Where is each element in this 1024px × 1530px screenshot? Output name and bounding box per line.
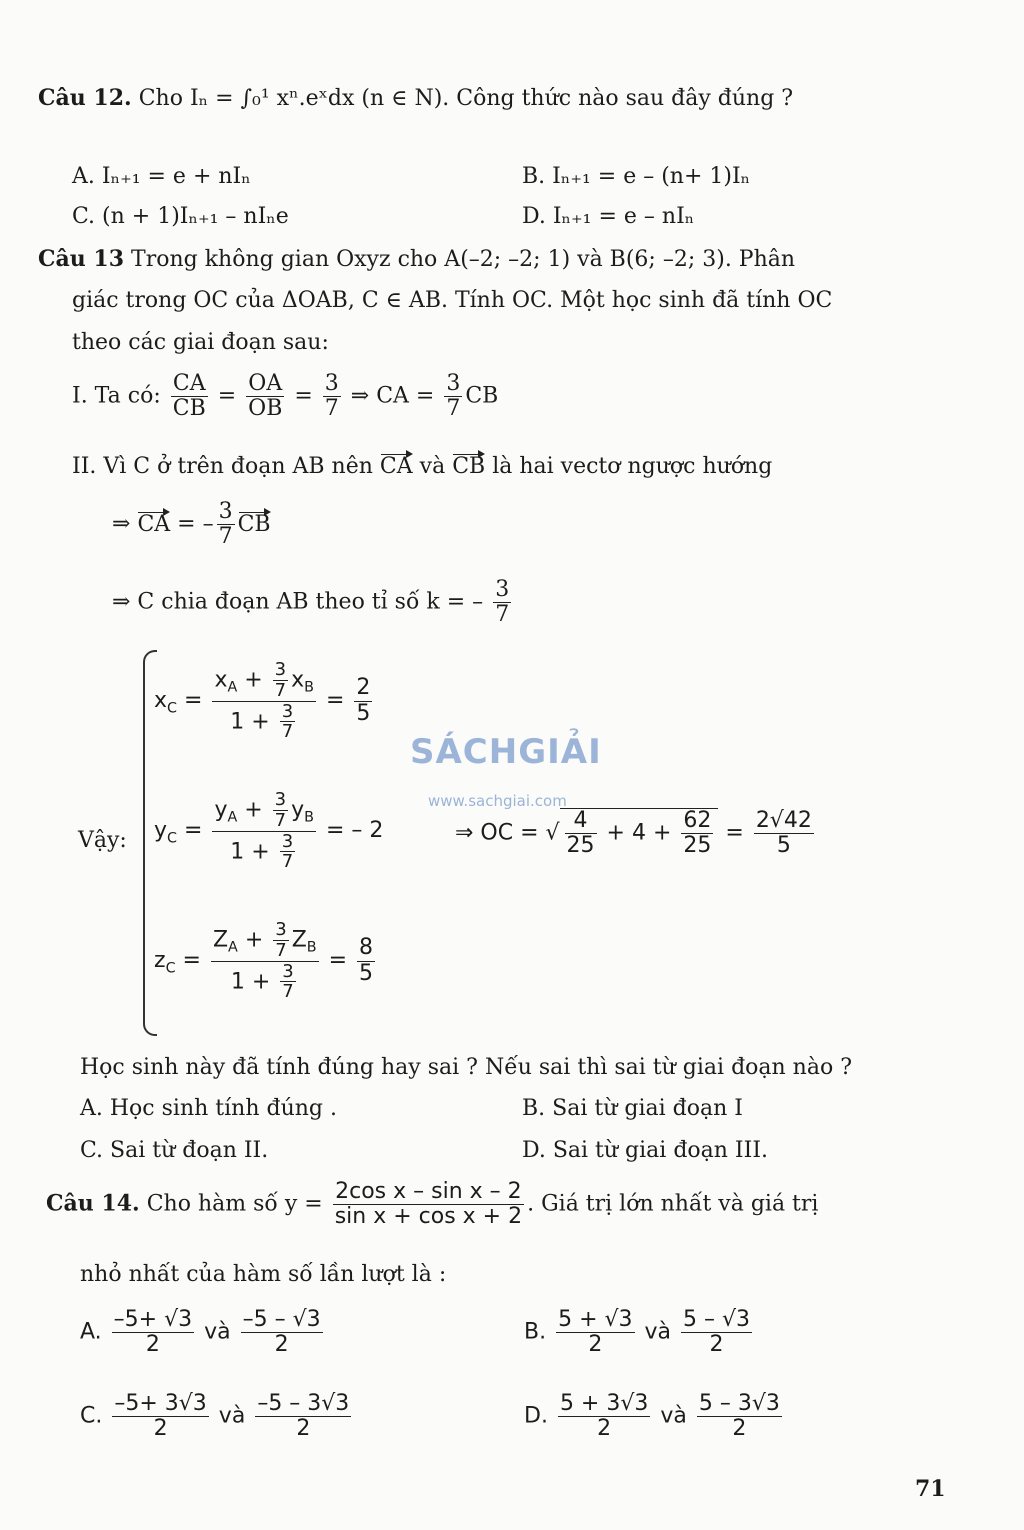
frac-ca-cb: $\frac{CA}{CB}$ xyxy=(172,371,206,422)
q13-label: Câu 13 xyxy=(38,246,125,272)
yc-equation: $y_C$ = $y_A$ + $\frac{3}{7}$ $y_B$ 1 + $\frac{3}{7}$ = – 2 xyxy=(154,789,384,873)
frac-3-7b: $\frac{3}{7}$ xyxy=(446,371,461,422)
q13-line2: giác trong OC của ΔOAB, C ∈ AB. Tính OC. Một học sinh đã tính OC xyxy=(72,288,833,313)
step2-end: là hai vectơ ngược hướng xyxy=(492,454,773,479)
q12-integral: Iₙ = ∫₀¹ xⁿ.eˣdx (n ∈ N) xyxy=(189,86,443,111)
oc-equation: ⇒ OC = √ $\frac{4}{25}$ + 4 + $\frac{62}{25}$ = $\frac{2√42}{5}$ xyxy=(455,808,812,859)
q12-option-d: D. Iₙ₊₁ = e – nIₙ xyxy=(522,204,695,229)
frac-3-7: $\frac{3}{7}$ xyxy=(324,371,339,422)
q14-text2: . Giá trị lớn nhất và giá trị xyxy=(527,1191,819,1217)
q14-option-c: C. $\frac{-5+ 3√3}{2}$ và $\frac{-5 - 3√3}{2}$ xyxy=(80,1391,350,1442)
q13-question: Học sinh này đã tính đúng hay sai ? Nếu sai thì sai từ giai đoạn nào ? xyxy=(80,1055,852,1080)
q13-option-a: A. Học sinh tính đúng . xyxy=(80,1096,337,1121)
q14-option-a: A. $\frac{-5+ √3}{2}$ và $\frac{-5 - √3}{2}$ xyxy=(80,1307,321,1358)
xc-equation: $x_C$ = $x_A$ + $\frac{3}{7}$ $x_B$ 1 + $\frac{3}{7}$ = $\frac{2}{5}$ xyxy=(154,659,371,743)
q13-step2b: ⇒ C chia đoạn AB theo tỉ số k = – $\frac{3}{7}$ xyxy=(112,577,510,628)
q14-label: Câu 14. xyxy=(46,1190,140,1217)
q14-numerator: 2cos x – sin x – 2 xyxy=(333,1180,524,1205)
watermark-brand: SÁCHGIẢI xyxy=(410,732,602,772)
vector-ca: CA xyxy=(380,450,413,479)
q14-text1: Cho hàm số y = xyxy=(146,1191,323,1217)
step2b-text: ⇒ C chia đoạn AB theo tỉ số k = – xyxy=(112,589,484,615)
q12-option-c: C. (n + 1)Iₙ₊₁ – nIₙe xyxy=(72,204,289,229)
q14-line2: nhỏ nhất của hàm số lần lượt là : xyxy=(80,1262,447,1287)
q13-option-c: C. Sai từ đoạn II. xyxy=(80,1138,269,1163)
q13-text1: Trong không gian Oxyz cho A(–2; –2; 1) và B(6; –2; 3). Phân xyxy=(131,247,796,272)
q12-text: . Công thức nào sau đây đúng ? xyxy=(442,86,794,111)
q13-option-d: D. Sai từ giai đoạn III. xyxy=(522,1138,768,1163)
q13-line1 xyxy=(38,246,795,272)
step2-and: và xyxy=(419,454,446,479)
zc-equation: $z_C$ = $Z_A$ + $\frac{3}{7}$ $Z_B$ 1 + $\frac{3}{7}$ = $\frac{8}{5}$ xyxy=(154,919,374,1003)
q14-line1 xyxy=(46,1180,818,1229)
page-number: 71 xyxy=(915,1476,946,1502)
q12-option-a: A. Iₙ₊₁ = e + nIₙ xyxy=(72,164,251,189)
q12-option-b: B. Iₙ₊₁ = e – (n+ 1)Iₙ xyxy=(522,164,751,189)
step1-label: I. Ta có: xyxy=(72,383,161,409)
vay-label: Vậy: xyxy=(78,828,127,853)
q12-line xyxy=(38,85,793,111)
q14-denominator: sin x + cos x + 2 xyxy=(334,1204,523,1230)
frac-oa-ob: $\frac{OA}{OB}$ xyxy=(248,371,283,422)
q12-intro: Cho xyxy=(138,86,183,111)
q14-option-b: B. $\frac{5 + √3}{2}$ và $\frac{5 - √3}{2}$ xyxy=(524,1307,751,1358)
q14-option-d: D. $\frac{5 + 3√3}{2}$ và $\frac{5 - 3√3}{2}$ xyxy=(524,1391,780,1442)
q13-step1: I. Ta có: $\frac{CA}{CB}$ = $\frac{OA}{OB}$ = $\frac{3}{7}$ ⇒ CA = $\frac{3}{7}$ CB xyxy=(72,371,499,422)
q13-step2-eq: ⇒ CA = – $\frac{3}{7}$ CB xyxy=(112,499,271,550)
q13-step2 xyxy=(72,450,772,479)
vector-cb: CB xyxy=(452,450,485,479)
watermark-url: www.sachgiai.com xyxy=(428,792,567,810)
q12-label: Câu 12. xyxy=(38,85,132,111)
q13-line3: theo các giai đoạn sau: xyxy=(72,330,329,355)
step2-text: II. Vì C ở trên đoạn AB nên xyxy=(72,454,373,479)
q13-option-b: B. Sai từ giai đoạn I xyxy=(522,1096,743,1121)
